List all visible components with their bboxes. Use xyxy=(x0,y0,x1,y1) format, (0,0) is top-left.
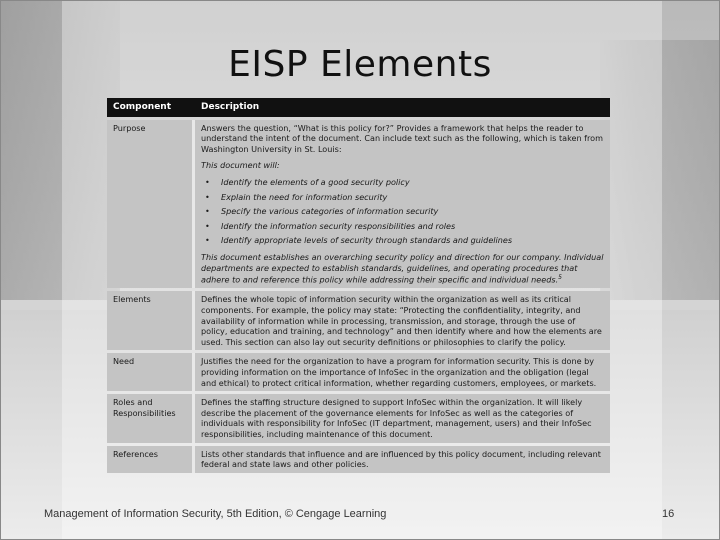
table-header-row xyxy=(107,98,610,117)
table-row xyxy=(107,353,610,391)
description-cell: Lists other standards that influence and are influenced by this policy document, including relevant federal and state laws and other policies. xyxy=(195,446,610,473)
description-cell: Defines the whole topic of information security within the organization as well as its critical components. For example, the policy may state: “Protecting the confidentiality, integrity, and availability of information while in processing, transmission, and storage, through the use of policy, education and training, and technology” and then identify where and how the elements are used. This section can also lay out security definitions or philosophies to clarify the policy. xyxy=(195,291,610,350)
table-row xyxy=(107,120,610,289)
purpose-bullet-list xyxy=(201,177,604,246)
list-item: • Explain the need for information security xyxy=(201,192,604,203)
description-cell: Defines the staffing structure designed to support InfoSec within the organization. It will likely describe the placement of the governance elements for InfoSec as well as the categories of individuals with responsibility for InfoSec (IT department, management, users) and their InfoSec responsibilities, including maintenance of this document. xyxy=(195,394,610,442)
list-item: • Identify the information security responsibilities and roles xyxy=(201,221,604,232)
description-cell: Justifies the need for the organization to have a program for information security. This is done by providing information on the importance of InfoSec in the organization and the obligation (legal and ethical) to protect critical information, whether regarding customers, employees, or markets. xyxy=(195,353,610,391)
component-cell: Purpose xyxy=(107,120,195,289)
slide-title: EISP Elements xyxy=(228,44,492,85)
purpose-intro: Answers the question, “What is this policy for?” Provides a framework that helps the reader to understand the intent of the document. Can include text such as the following, which is taken from Washington University in St. Louis: xyxy=(201,122,603,154)
table-row xyxy=(107,291,610,350)
purpose-closing-text: This document establishes an overarching security policy and direction for our company. Individual departments are expected to establish standards, guidelines, and operating procedures that adhere to and reference this policy while addressing their specific and individual needs. xyxy=(201,251,604,285)
component-cell: Elements xyxy=(107,291,195,350)
component-cell: Need xyxy=(107,353,195,391)
slide-footer: Management of Information Security, 5th Edition, © Cengage Learning xyxy=(44,508,387,520)
page-number: 16 xyxy=(662,508,675,520)
column-header-component: Component xyxy=(107,98,195,117)
eisp-elements-table xyxy=(107,95,610,476)
description-cell xyxy=(195,120,610,289)
component-cell: Roles and Responsibilities xyxy=(107,394,195,442)
table-row xyxy=(107,446,610,473)
component-cell: References xyxy=(107,446,195,473)
purpose-closing-paragraph xyxy=(201,252,604,285)
list-item: • Identify appropriate levels of security through standards and guidelines xyxy=(201,235,604,246)
column-header-description: Description xyxy=(195,98,610,117)
footnote-marker: 5 xyxy=(558,274,562,282)
list-item: • Specify the various categories of information security xyxy=(201,206,604,217)
list-item: • Identify the elements of a good security policy xyxy=(201,177,604,188)
purpose-lead: This document will: xyxy=(201,160,280,171)
table-row xyxy=(107,394,610,442)
